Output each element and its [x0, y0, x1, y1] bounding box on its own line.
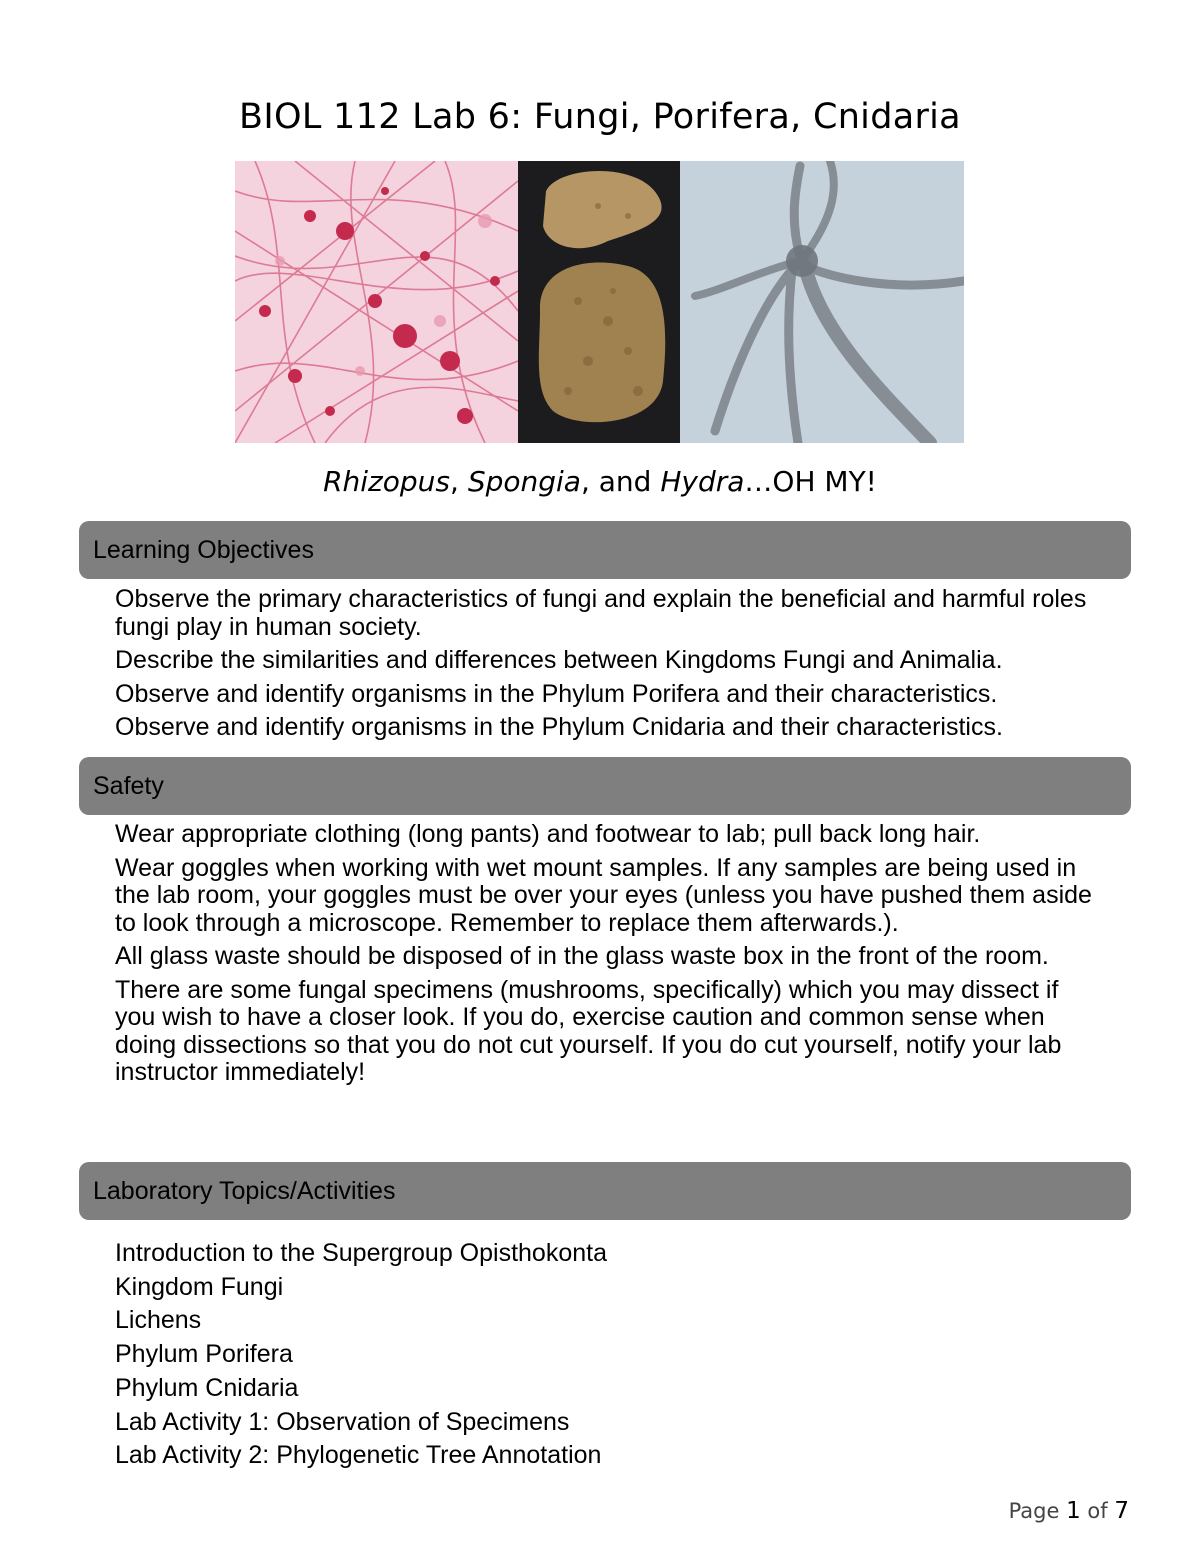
subtitle-sep: , [450, 465, 468, 498]
section-heading-topics: Laboratory Topics/Activities [79, 1162, 1131, 1220]
list-item: Wear appropriate clothing (long pants) and footwear to lab; pull back long hair. [115, 820, 981, 848]
list-item: Wear goggles when working with wet mount samples. If any samples are being used in the lab room, your goggles must be over your eyes (unless you have pushed them aside to look through a microscope. Remember to replace them afterwards.). [115, 853, 1092, 937]
page-number [1009, 1498, 1129, 1524]
section-heading-learning-objectives: Learning Objectives [79, 521, 1131, 579]
list-item: Phylum Cnidaria [115, 1373, 299, 1402]
of-word: of [1087, 1499, 1108, 1523]
header-image-banner [235, 161, 964, 443]
subtitle-genus-hydra: Hydra [660, 465, 745, 498]
topics-list [115, 1237, 607, 1473]
list-item: Observe the primary characteristics of fungi and explain the beneficial and harmful roles fungi play in human society. [115, 585, 1087, 641]
rhizopus-image [235, 161, 518, 443]
page-total: 7 [1114, 1498, 1129, 1524]
subtitle-genus-rhizopus: Rhizopus [323, 465, 450, 498]
list-item: Observe and identify organisms in the Phylum Porifera and their characteristics. [115, 679, 998, 708]
page-word: Page [1008, 1499, 1060, 1523]
page-title: BIOL 112 Lab 6: Fungi, Porifera, Cnidaria [239, 97, 961, 137]
subtitle-sep: , and [580, 465, 661, 498]
list-item: There are some fungal specimens (mushrooms, specifically) which you may dissect if you wish to have a closer look. If you do, exercise caution and common sense when doing dissections so that you do not cut yourself. If you do cut yourself, notify your lab instructor immediately! [115, 975, 1062, 1086]
list-item: Describe the similarities and differences between Kingdoms Fungi and Animalia. [115, 646, 1003, 674]
page-current: 1 [1066, 1498, 1081, 1524]
list-item: Lab Activity 2: Phylogenetic Tree Annotation [115, 1441, 602, 1470]
list-item: Introduction to the Supergroup Opisthokonta [115, 1239, 607, 1267]
list-item: All glass waste should be disposed of in the glass waste box in the front of the room. [115, 942, 1049, 970]
subtitle-genus-spongia: Spongia [467, 465, 581, 498]
hydra-image [680, 161, 964, 443]
learning-objectives-list [115, 586, 1105, 748]
subtitle-tail: …OH MY! [744, 465, 877, 498]
spongia-image [518, 161, 680, 443]
subtitle [0, 465, 1200, 498]
section-heading-safety: Safety [79, 757, 1131, 815]
safety-list [115, 821, 1105, 1093]
list-item: Observe and identify organisms in the Phylum Cnidaria and their characteristics. [115, 713, 1003, 741]
list-item: Lichens [115, 1306, 202, 1335]
list-item: Phylum Porifera [115, 1340, 293, 1369]
list-item: Kingdom Fungi [115, 1272, 284, 1301]
list-item: Lab Activity 1: Observation of Specimens [115, 1407, 570, 1436]
